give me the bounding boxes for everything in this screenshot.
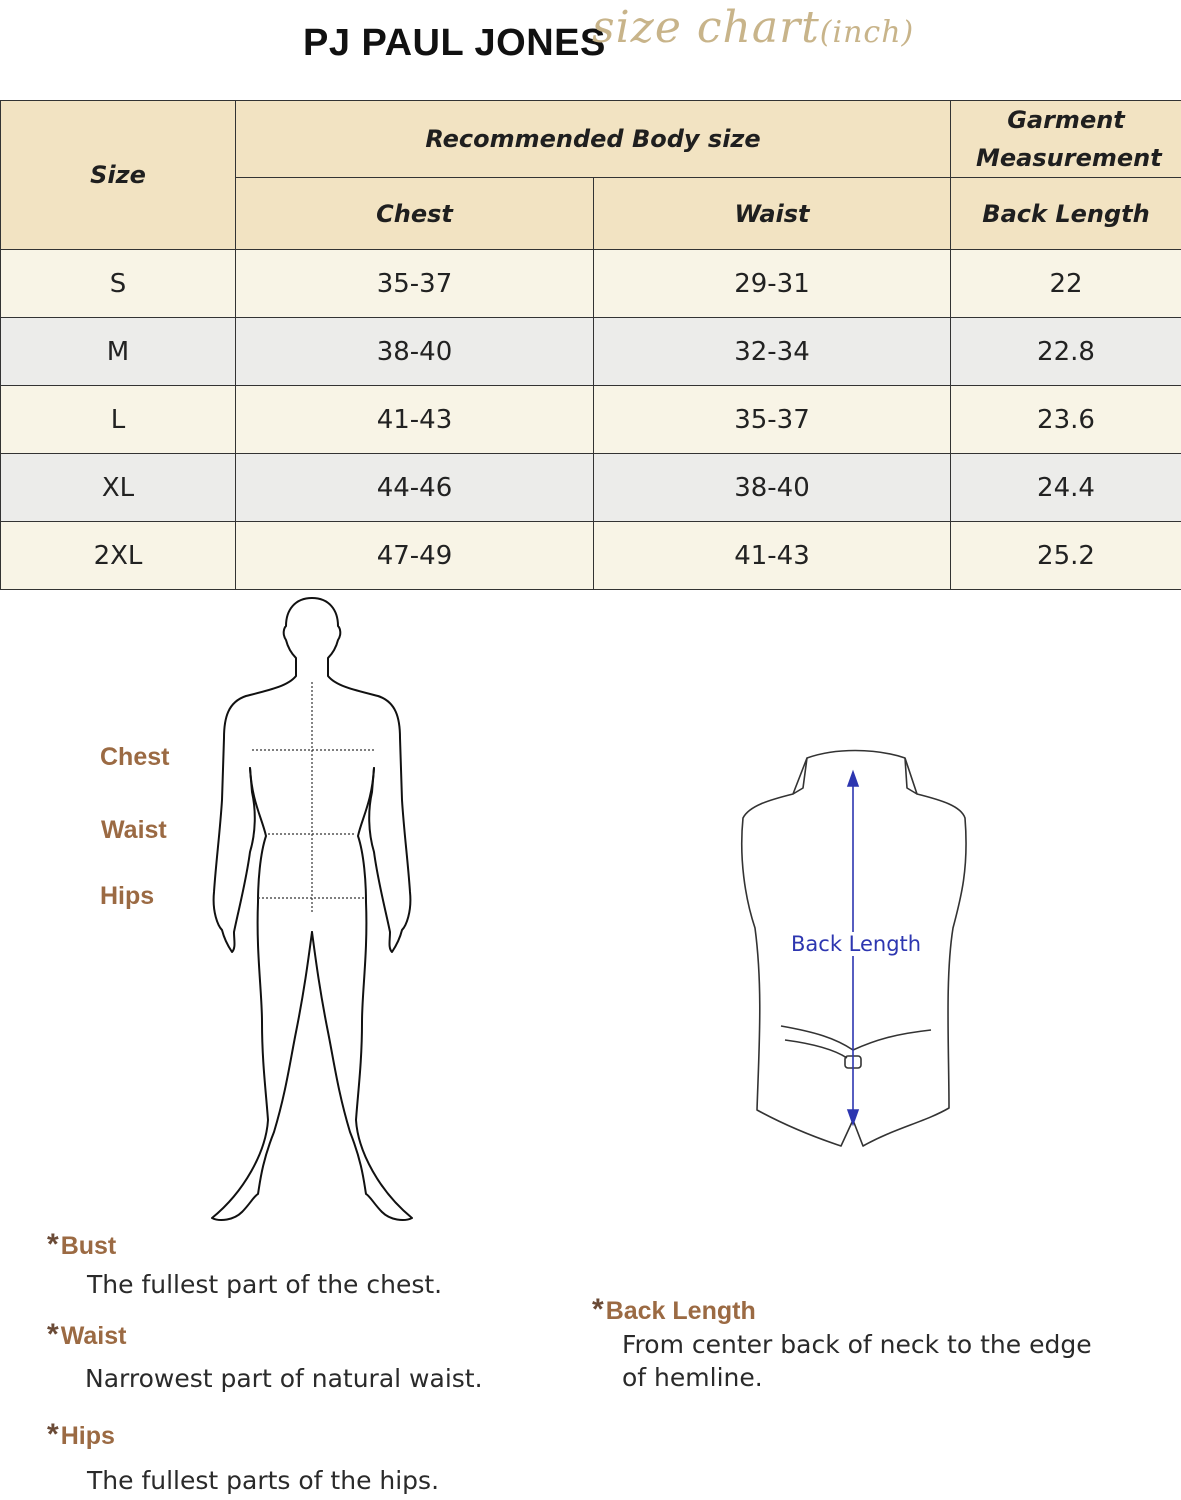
waist-definition-text: Narrowest part of natural waist. (85, 1364, 483, 1393)
script-title-unit: (inch) (819, 15, 915, 50)
waist-cell: 32-34 (594, 318, 951, 386)
bust-definition-title (47, 1228, 116, 1262)
chest-figure-label: Chest (100, 743, 170, 771)
size-cell: M (1, 318, 236, 386)
back-length-cell: 22 (951, 250, 1181, 318)
chest-cell: 47-49 (236, 522, 594, 590)
back-length-definition-line1: From center back of neck to the edge (622, 1330, 1092, 1359)
back-length-cell: 23.6 (951, 386, 1181, 454)
asterisk-icon: * (47, 1418, 59, 1451)
chest-cell: 35-37 (236, 250, 594, 318)
waist-cell: 35-37 (594, 386, 951, 454)
script-title-text: size chart (592, 2, 820, 53)
table-row (1, 522, 1181, 590)
chest-column-header: Chest (236, 178, 594, 250)
table-row (1, 454, 1181, 522)
hips-figure-label: Hips (100, 882, 155, 910)
size-chart-script-title (592, 2, 914, 53)
chest-cell: 38-40 (236, 318, 594, 386)
bust-definition-text: The fullest part of the chest. (87, 1270, 443, 1299)
back-length-cell: 25.2 (951, 522, 1181, 590)
waist-definition-title (47, 1318, 126, 1352)
garment-group-header-text: Garment Measurement (976, 106, 1162, 172)
size-table (0, 100, 1181, 590)
asterisk-icon: * (47, 1228, 59, 1261)
table-row (1, 386, 1181, 454)
size-cell: XL (1, 454, 236, 522)
size-header: Size (1, 101, 236, 250)
chest-cell: 44-46 (236, 454, 594, 522)
size-cell: S (1, 250, 236, 318)
body-outline-icon (200, 592, 430, 1232)
chest-cell: 41-43 (236, 386, 594, 454)
brand-title: PJ PAUL JONES (303, 22, 606, 64)
bust-title-text: Bust (60, 1232, 117, 1260)
waist-cell: 38-40 (594, 454, 951, 522)
hips-definition-title (47, 1418, 115, 1452)
body-size-group-header: Recommended Body size (236, 101, 951, 178)
back-length-cell: 22.8 (951, 318, 1181, 386)
back-length-title-text: Back Length (605, 1297, 756, 1325)
asterisk-icon: * (47, 1318, 59, 1351)
asterisk-icon: * (592, 1293, 604, 1326)
waist-cell: 41-43 (594, 522, 951, 590)
back-length-column-header: Back Length (951, 178, 1181, 250)
garment-group-header (951, 101, 1181, 178)
back-length-cell: 24.4 (951, 454, 1181, 522)
table-row (1, 318, 1181, 386)
waist-column-header: Waist (594, 178, 951, 250)
waist-title-text: Waist (60, 1322, 127, 1350)
back-length-callout: Back Length (791, 932, 922, 956)
back-length-definition-title (592, 1293, 756, 1327)
table-row (1, 250, 1181, 318)
waist-figure-label: Waist (101, 816, 167, 844)
hips-title-text: Hips (60, 1422, 115, 1450)
waist-cell: 29-31 (594, 250, 951, 318)
size-cell: L (1, 386, 236, 454)
size-cell: 2XL (1, 522, 236, 590)
hips-definition-text: The fullest parts of the hips. (87, 1466, 440, 1495)
back-length-definition-line2: of hemline. (622, 1363, 763, 1392)
